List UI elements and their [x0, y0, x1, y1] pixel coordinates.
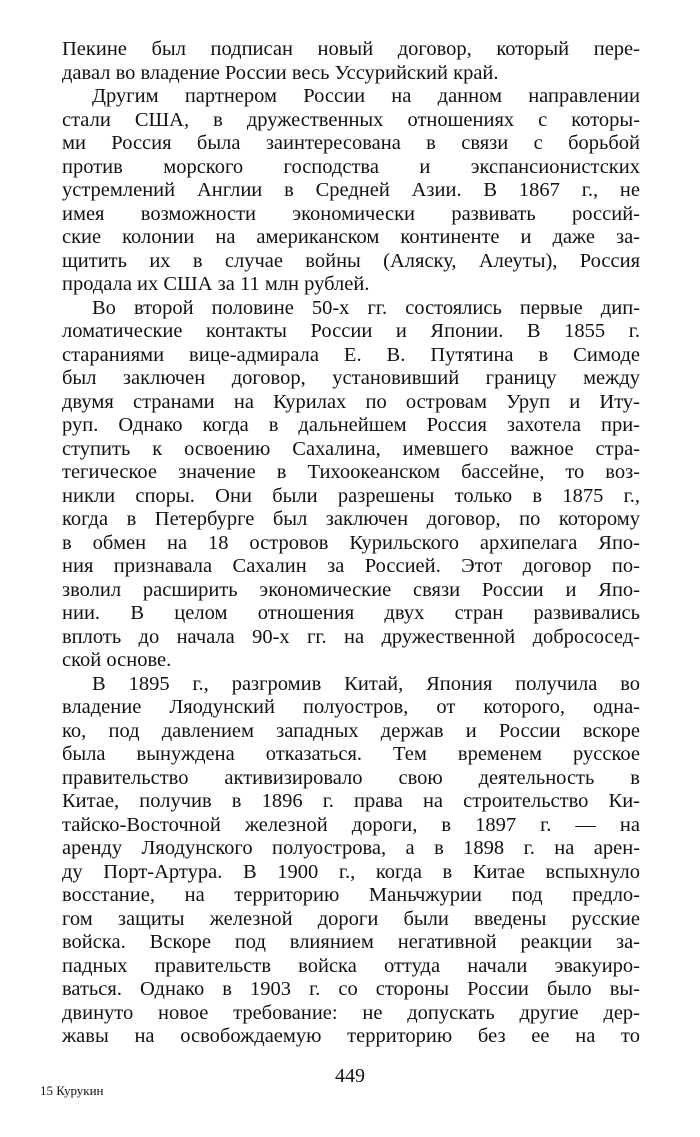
text-line: стали США, в дружественных отношениях с которы-	[62, 108, 640, 131]
text-line: ду Порт-Артура. В 1900 г., когда в Китае вспыхнуло	[62, 860, 640, 883]
printer-signature-mark: 15 Курукин	[40, 1083, 104, 1098]
paragraph	[62, 85, 640, 297]
text-line: аренду Ляодунского полуострова, а в 1898 г. на арен-	[62, 837, 640, 859]
text-line: вплоть до начала 90-х гг. на дружественной добрососед-	[62, 625, 640, 648]
text-line: ломатические контакты России и Японии. В 1855 г.	[62, 320, 640, 342]
paragraph	[62, 297, 640, 673]
text-line: Китае, получив в 1896 г. права на строительство Ки-	[62, 790, 640, 812]
text-line: падных правительств войска оттуда начали эвакуиро-	[62, 954, 640, 977]
text-line: ко, под давлением западных держав и России вскоре	[62, 719, 640, 742]
text-line: Другим партнером России на данном направлении	[92, 85, 640, 107]
text-line: была вынуждена отказаться. Тем временем русское	[62, 743, 640, 765]
text-line: против морского господства и экспансионистских	[62, 155, 640, 178]
text-line: тайско-Восточной железной дороги, в 1897 г. — на	[62, 813, 640, 836]
text-line: двумя странами на Курилах по островам Уруп и Иту-	[62, 390, 640, 413]
text-line: жавы на освобождаемую территорию без ее на то	[62, 1025, 640, 1047]
body-text	[62, 38, 640, 1049]
text-line: В 1895 г., разгромив Китай, Япония получила во	[92, 672, 640, 695]
text-line: продала их США за 11 млн рублей.	[62, 273, 370, 295]
text-line: в обмен на 18 островов Курильского архипелага Япо-	[62, 531, 640, 554]
page-number: 449	[335, 1065, 365, 1087]
text-line: имея возможности экономически развивать россий-	[62, 202, 640, 225]
text-line: войска. Вскоре под влиянием негативной реакции за-	[62, 931, 640, 953]
text-line: правительство активизировало свою деятельность в	[62, 766, 640, 789]
text-line: был заключен договор, установивший границу между	[62, 367, 640, 389]
paragraph	[62, 673, 640, 1049]
text-line: двинуто новое требование: не допускать другие дер-	[62, 1001, 640, 1024]
text-line: устремлений Англии в Средней Азии. В 1867 г., не	[62, 179, 640, 201]
text-line: восстание, на территорию Маньчжурии под предло-	[62, 884, 640, 906]
text-line: руп. Однако когда в дальнейшем Россия захотела при-	[62, 414, 640, 436]
text-line: ступить к освоению Сахалина, имевшего важное стра-	[62, 437, 640, 460]
paragraph	[62, 38, 640, 85]
text-line: владение Ляодунский полуостров, от которого, одна-	[62, 696, 640, 718]
text-line: нии. В целом отношения двух стран развивались	[62, 602, 640, 624]
text-line: ми Россия была заинтересована в связи с борьбой	[62, 132, 640, 154]
text-line: когда в Петербурге был заключен договор, по которому	[62, 508, 640, 530]
text-line: ские колонии на американском континенте и даже за-	[62, 226, 640, 248]
text-line: ской основе.	[62, 649, 172, 671]
text-line: зволил расширить экономические связи России и Япо-	[62, 578, 640, 601]
text-line: никли споры. Они были разрешены только в 1875 г.,	[62, 484, 640, 507]
text-line: давал во владение России весь Уссурийский край.	[62, 61, 499, 84]
text-line: Пекине был подписан новый договор, который пере-	[62, 38, 640, 60]
text-line: Во второй половине 50-х гг. состоялись первые дип-	[92, 296, 640, 319]
text-line: ваться. Однако в 1903 г. со стороны России было вы-	[62, 978, 640, 1000]
text-line: тегическое значение в Тихоокеанском бассейне, то воз-	[62, 461, 640, 483]
text-line: ния признавала Сахалин за Россией. Этот договор по-	[62, 555, 640, 577]
text-line: щитить их в случае войны (Аляску, Алеуты), Россия	[62, 249, 640, 272]
text-line: гом защиты железной дороги были введены русские	[62, 907, 640, 930]
text-line: стараниями вице-адмирала Е. В. Путятина в Симоде	[62, 343, 640, 366]
